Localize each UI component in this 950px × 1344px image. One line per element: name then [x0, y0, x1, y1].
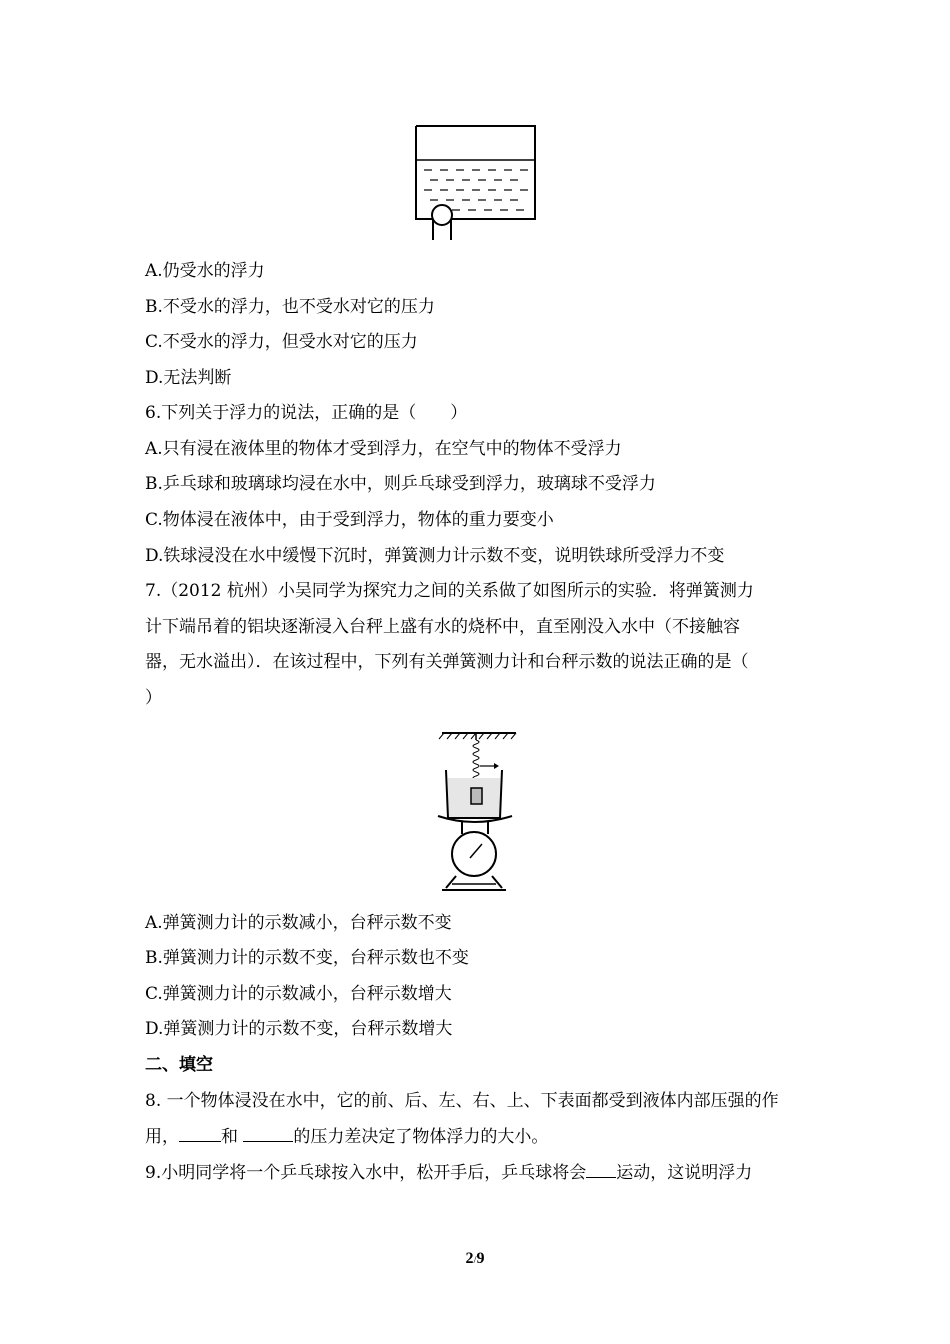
- page-footer: [0, 1250, 950, 1268]
- page-number: 2: [465, 1250, 474, 1267]
- q6-option-c: C.物体浸在液体中，由于受到浮力，物体的重力要变小: [145, 510, 554, 530]
- q5-option-c: C.不受水的浮力，但受水对它的压力: [145, 332, 418, 352]
- q8-prefix: 用，: [145, 1127, 179, 1147]
- q8-mid: 和: [221, 1127, 244, 1147]
- q5-option-b: B.不受水的浮力，也不受水对它的压力: [145, 297, 435, 317]
- spring-scale-figure: [436, 730, 520, 896]
- q9-stem-line1: [145, 1161, 752, 1184]
- q6-option-d: D.铁球浸没在水中缓慢下沉时，弹簧测力计示数不变，说明铁球所受浮力不变: [145, 546, 725, 566]
- q7-stem-line1: 7.（2012 杭州）小吴同学为探究力之间的关系做了如图所示的实验．将弹簧测力: [145, 581, 754, 601]
- answer-blank[interactable]: [586, 1161, 616, 1178]
- q7-option-a: A.弹簧测力计的示数减小，台秤示数不变: [145, 913, 452, 933]
- q8-stem-line2: [145, 1125, 548, 1148]
- section-heading: 二、填空: [145, 1055, 213, 1075]
- q6-option-a: A.只有浸在液体里的物体才受到浮力，在空气中的物体不受浮力: [145, 439, 622, 459]
- q5-option-a: A.仍受水的浮力: [145, 261, 265, 281]
- q7-option-b: B.弹簧测力计的示数不变，台秤示数也不变: [145, 948, 469, 968]
- q6-stem: 6.下列关于浮力的说法，正确的是（ ）: [145, 403, 468, 423]
- q8-suffix: 的压力差决定了物体浮力的大小。: [293, 1127, 549, 1147]
- q7-stem-line3: 器，无水溢出）．在该过程中，下列有关弹簧测力计和台秤示数的说法正确的是（: [145, 652, 749, 672]
- page-total: 9: [476, 1250, 485, 1267]
- q6-option-b: B.乒乓球和玻璃球均浸在水中，则乒乓球受到浮力，玻璃球不受浮力: [145, 474, 656, 494]
- answer-blank[interactable]: [243, 1125, 293, 1142]
- answer-blank[interactable]: [179, 1125, 221, 1142]
- q7-stem-line4: ）: [145, 688, 162, 708]
- q7-option-d: D.弹簧测力计的示数不变，台秤示数增大: [145, 1019, 453, 1039]
- q8-stem-line1: 8. 一个物体浸没在水中，它的前、后、左、右、上、下表面都受到液体内部压强的作: [145, 1091, 779, 1111]
- q5-option-d: D.无法判断: [145, 368, 232, 388]
- q7-option-c: C.弹簧测力计的示数减小，台秤示数增大: [145, 984, 452, 1004]
- q9-prefix: 9.小明同学将一个乒乓球按入水中，松开手后，乒乓球将会: [145, 1163, 587, 1183]
- container-ball-figure: [412, 122, 542, 242]
- q9-suffix: 运动，这说明浮力: [616, 1163, 753, 1183]
- page-separator: /: [473, 1254, 477, 1266]
- q7-stem-line2: 计下端吊着的铝块逐渐浸入台秤上盛有水的烧杯中，直至刚没入水中（不接触容: [145, 617, 740, 637]
